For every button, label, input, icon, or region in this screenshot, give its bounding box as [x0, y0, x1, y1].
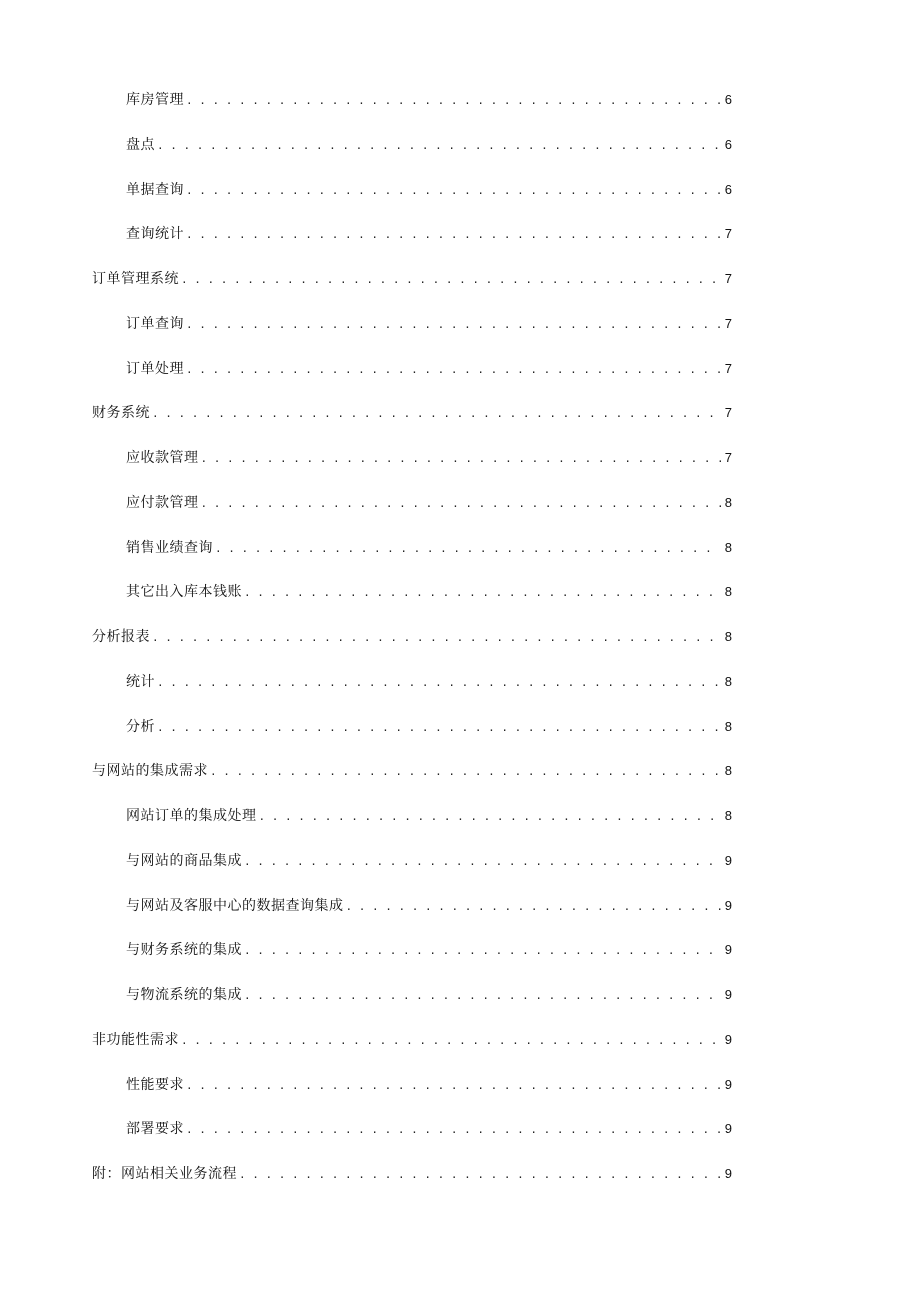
toc-entry-page: 7 [724, 405, 732, 420]
toc-dot-leader [201, 493, 721, 515]
toc-entry-title: 与财务系统的集成 [126, 942, 242, 958]
toc-entry-page: 6 [724, 92, 732, 107]
toc-entry[interactable] [126, 716, 732, 738]
toc-entry-page: 9 [724, 1077, 732, 1092]
toc-entry-page: 8 [724, 674, 732, 689]
toc-dot-leader [186, 180, 721, 202]
toc-entry[interactable] [126, 447, 732, 469]
toc-entry[interactable] [126, 1118, 732, 1140]
toc-entry[interactable] [126, 492, 732, 514]
toc-entry-page: 6 [724, 182, 732, 197]
toc-entry-page: 9 [724, 1121, 732, 1136]
toc-dot-leader [186, 224, 721, 246]
toc-dot-leader [201, 448, 721, 470]
toc-entry[interactable] [126, 939, 732, 961]
toc-dot-leader [181, 1030, 721, 1052]
toc-entry-title: 与网站的商品集成 [126, 853, 242, 869]
toc-dot-leader [186, 90, 721, 112]
toc-entry-page: 8 [724, 629, 732, 644]
toc-entry[interactable] [92, 1029, 732, 1051]
toc-entry-page: 8 [724, 540, 732, 555]
toc-entry-title: 其它出入库本钱账 [126, 584, 242, 600]
toc-dot-leader [259, 806, 721, 828]
toc-entry-title: 网站订单的集成处理 [126, 808, 257, 824]
toc-entry-page: 9 [724, 853, 732, 868]
toc-dot-leader [244, 851, 721, 873]
toc-entry[interactable] [126, 850, 732, 872]
toc-entry[interactable] [126, 313, 732, 335]
toc-dot-leader [186, 314, 721, 336]
toc-entry[interactable] [126, 805, 732, 827]
toc-entry-title: 订单处理 [126, 361, 184, 377]
toc-entry-title: 库房管理 [126, 92, 184, 108]
toc-entry-title: 与网站及客服中心的数据查询集成 [126, 898, 344, 914]
toc-dot-leader [181, 269, 721, 291]
toc-dot-leader [152, 627, 721, 649]
toc-entry-title: 销售业绩查询 [126, 540, 213, 556]
toc-entry[interactable] [126, 984, 732, 1006]
toc-entry-title: 盘点 [126, 137, 155, 153]
toc-dot-leader [157, 135, 721, 157]
toc-entry-title: 订单管理系统 [92, 271, 179, 287]
toc-entry-page: 7 [724, 271, 732, 286]
toc-dot-leader [244, 582, 721, 604]
toc-entry[interactable] [126, 223, 732, 245]
toc-entry-page: 9 [724, 987, 732, 1002]
toc-entry-title: 订单查询 [126, 316, 184, 332]
toc-entry[interactable] [92, 626, 732, 648]
toc-entry[interactable] [126, 537, 732, 559]
toc-dot-leader [152, 403, 721, 425]
toc-dot-leader [215, 538, 721, 560]
toc-entry-title: 单据查询 [126, 182, 184, 198]
toc-entry[interactable] [92, 402, 732, 424]
toc-entry-page: 8 [724, 495, 732, 510]
toc-entry-title: 分析报表 [92, 629, 150, 645]
toc-entry-page: 9 [724, 898, 732, 913]
toc-entry-page: 9 [724, 1166, 732, 1181]
toc-entry-title: 附：网站相关业务流程 [92, 1166, 237, 1182]
toc-dot-leader [244, 985, 721, 1007]
toc-entry[interactable] [126, 134, 732, 156]
toc-entry-page: 8 [724, 808, 732, 823]
toc-entry-title: 非功能性需求 [92, 1032, 179, 1048]
toc-entry-title: 性能要求 [126, 1077, 184, 1093]
toc-entry[interactable] [126, 358, 732, 380]
toc-entry[interactable] [126, 179, 732, 201]
toc-dot-leader [186, 359, 721, 381]
toc-entry-page: 7 [724, 316, 732, 331]
toc-entry-page: 9 [724, 1032, 732, 1047]
toc-entry-page: 8 [724, 719, 732, 734]
toc-entry-page: 7 [724, 450, 732, 465]
toc-dot-leader [157, 717, 721, 739]
toc-dot-leader [210, 761, 721, 783]
toc-entry-page: 7 [724, 361, 732, 376]
toc-dot-leader [244, 940, 721, 962]
toc-entry[interactable] [126, 895, 732, 917]
toc-entry[interactable] [126, 671, 732, 693]
toc-entry-page: 6 [724, 137, 732, 152]
toc-entry-title: 与物流系统的集成 [126, 987, 242, 1003]
toc-dot-leader [239, 1164, 721, 1186]
toc-entry-title: 分析 [126, 719, 155, 735]
toc-entry-title: 财务系统 [92, 405, 150, 421]
toc-entry[interactable] [126, 581, 732, 603]
toc-entry-title: 应收款管理 [126, 450, 199, 466]
toc-entry-page: 8 [724, 584, 732, 599]
toc-entry-title: 查询统计 [126, 226, 184, 242]
toc-entry[interactable] [92, 1163, 732, 1185]
toc-entry-title: 与网站的集成需求 [92, 763, 208, 779]
toc-entry-page: 8 [724, 763, 732, 778]
toc-entry[interactable] [126, 89, 732, 111]
toc-entry[interactable] [92, 268, 732, 290]
toc-dot-leader [157, 672, 721, 694]
toc-dot-leader [186, 1119, 721, 1141]
toc-entry-title: 统计 [126, 674, 155, 690]
toc-entry[interactable] [126, 1074, 732, 1096]
toc-entry-title: 部署要求 [126, 1121, 184, 1137]
toc-entry-page: 7 [724, 226, 732, 241]
toc-entry-title: 应付款管理 [126, 495, 199, 511]
toc-entry[interactable] [92, 760, 732, 782]
toc-dot-leader [346, 896, 721, 918]
toc-dot-leader [186, 1075, 721, 1097]
toc-entry-page: 9 [724, 942, 732, 957]
